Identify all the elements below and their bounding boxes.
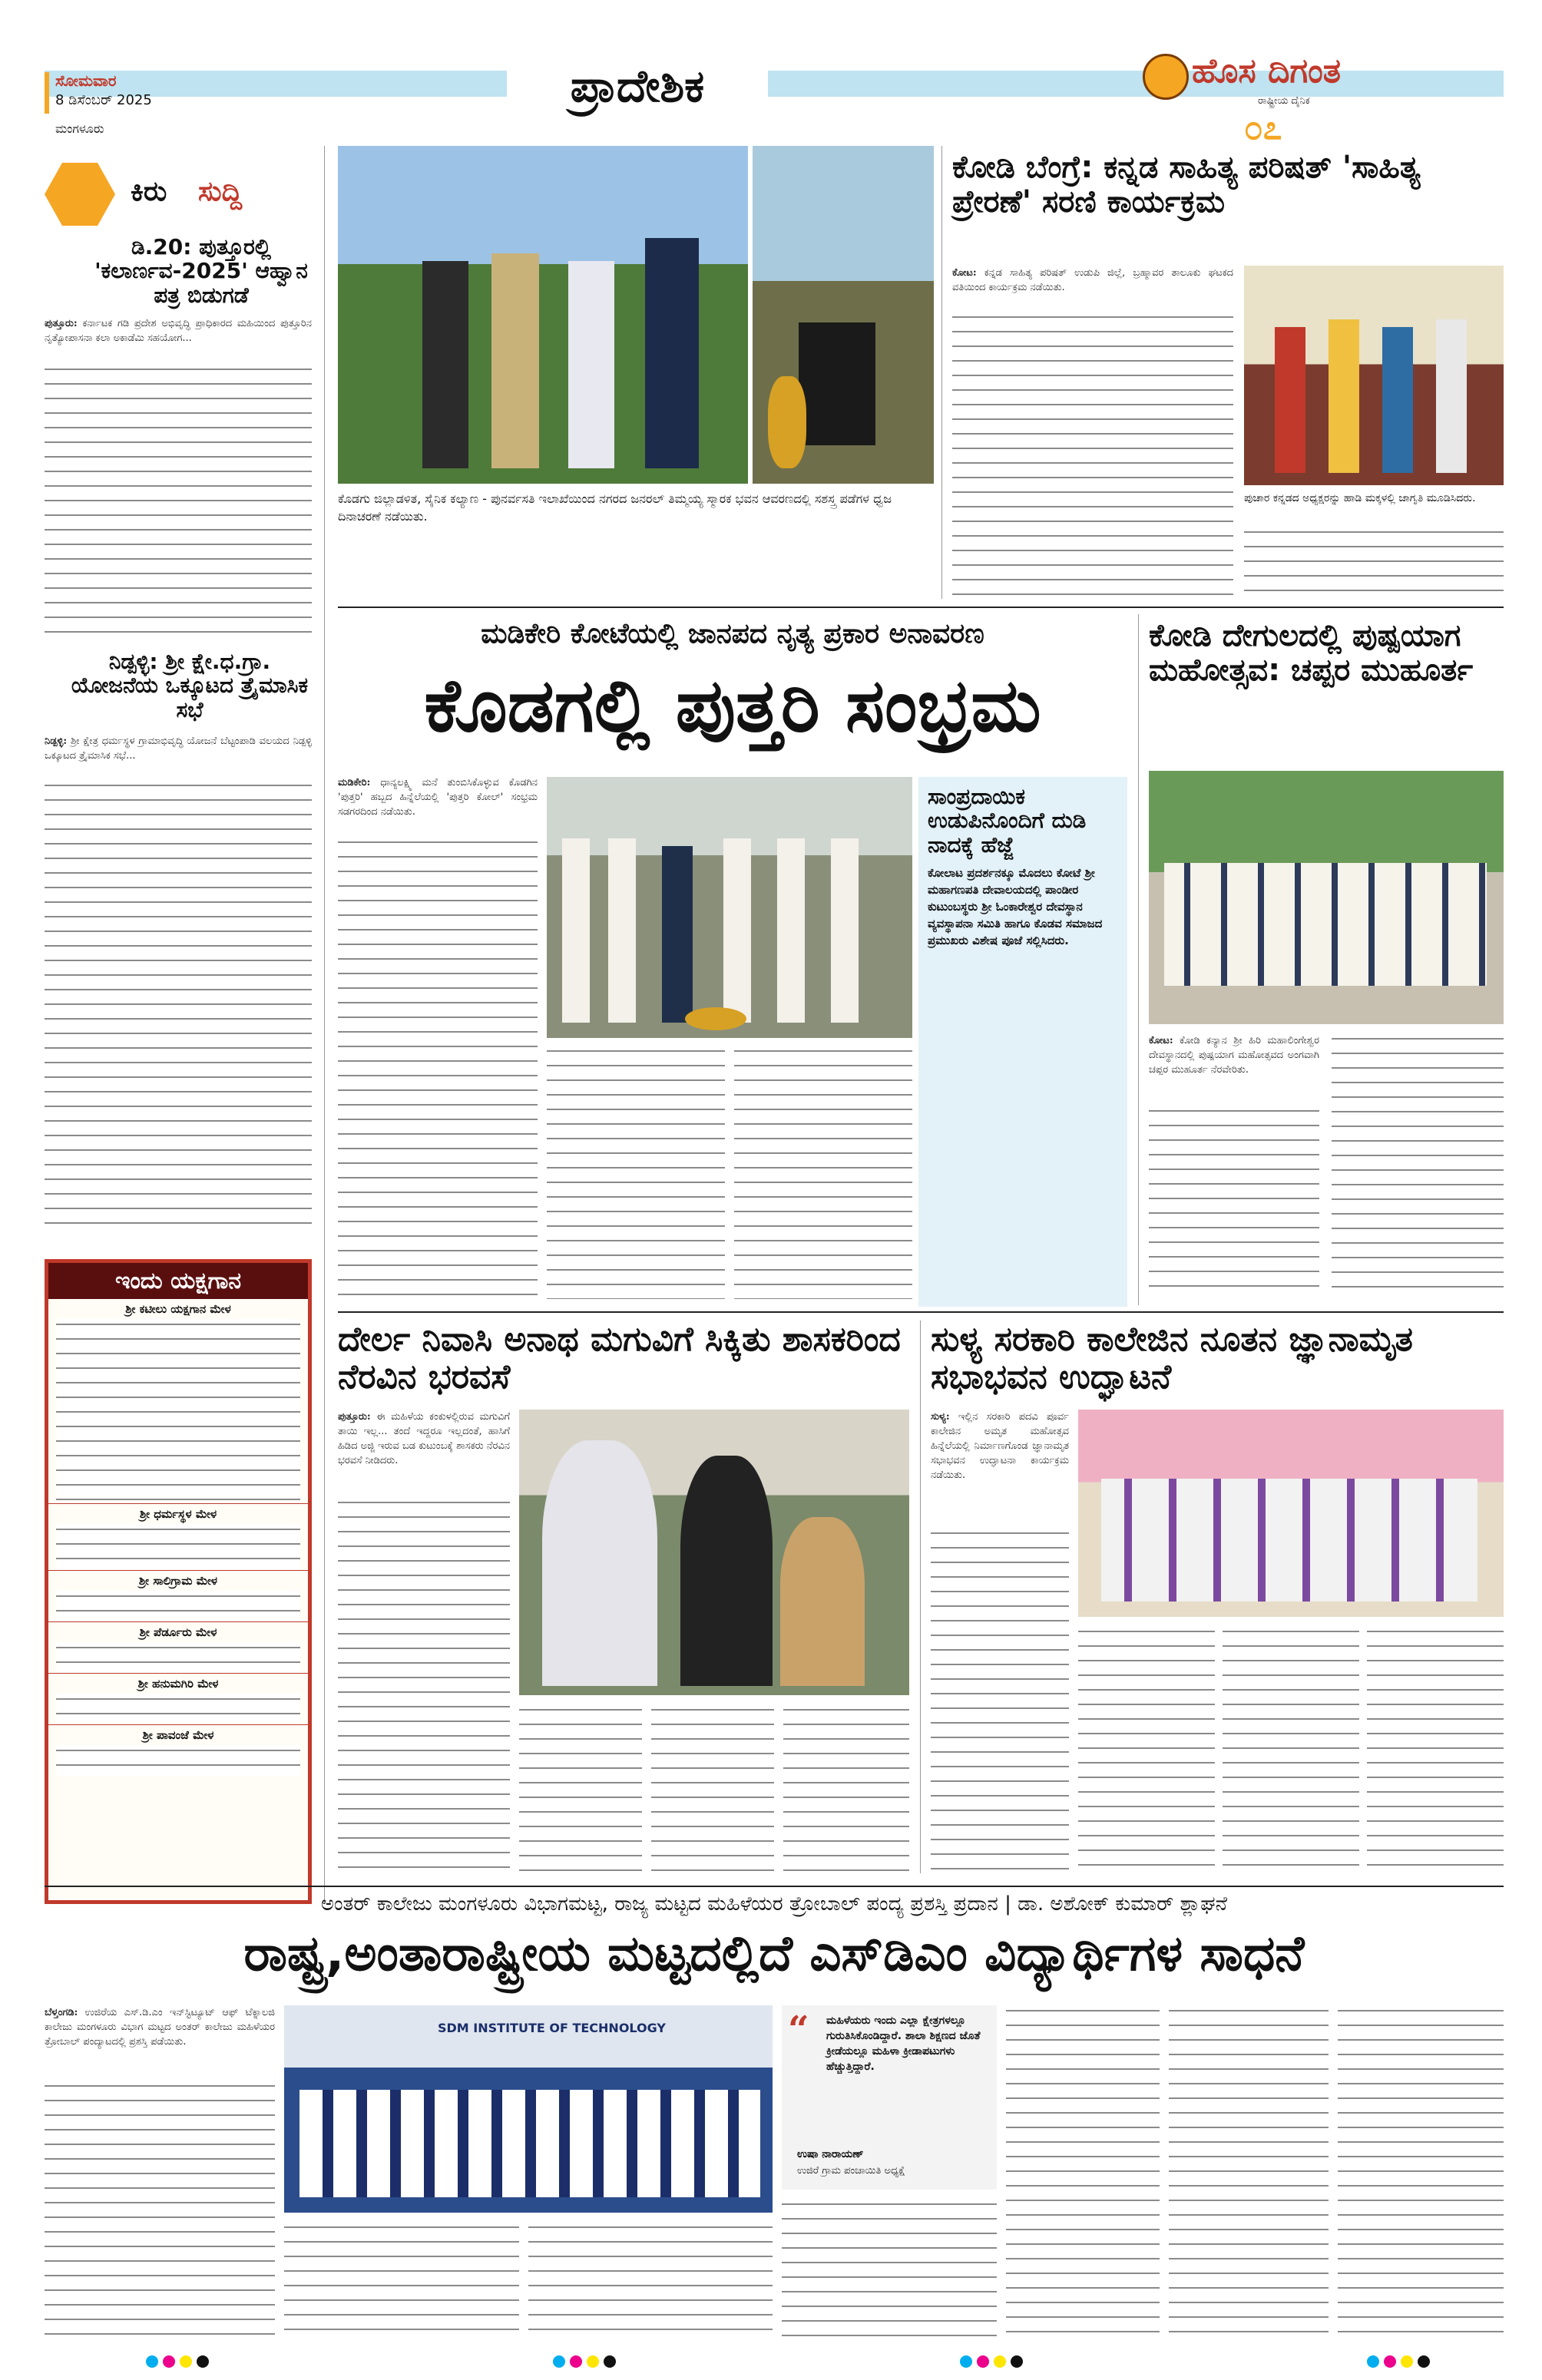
yakshagana-list-5 [56, 1694, 300, 1724]
parishat-lead: ಕನ್ನಡ ಸಾಹಿತ್ಯ ಪರಿಷತ್ ಉಡುಪಿ ಜಿಲ್ಲೆ, ಬ್ರಹ್ಮಾವರ ತಾಲೂಕು ಘಟಕದ ವತಿಯಿಂದ ಕಾರ್ಯಕ್ರಮ ನಡೆಯಿತು. [952, 267, 1234, 293]
kodagu-photo-2 [753, 146, 934, 484]
kiru-story-1-headline: ಡಿ.20: ಪುತ್ತೂರಲ್ಲಿ 'ಕಲಾರ್ಣವ-2025' ಆಹ್ವಾನ ಪತ್ರ ಬಿಡುಗಡೆ [94, 234, 308, 308]
kiru-story-1-text-block [45, 364, 312, 640]
kiru-story-2-lead: ಶ್ರೀ ಕ್ಷೇತ್ರ ಧರ್ಮಸ್ಥಳ ಗ್ರಾಮಾಭಿವೃದ್ಧಿ ಯೋಜನೆ ಬೆಟ್ಟಂಪಾಡಿ ವಲಯದ ನಿಡ್ಪಳ್ಳಿ ಒಕ್ಕೂಟದ ತ್ರೈಮಾಸಿಕ ಸಭೆ... [45, 735, 312, 762]
kodi-temple-dateline: ಕೋಟ: [1149, 1035, 1173, 1046]
divider-row-1 [338, 607, 1504, 608]
sdm-photo [284, 2005, 773, 2213]
registration-dot-2 [163, 2355, 175, 2368]
date-accent-bar [45, 72, 49, 114]
yakshagana-mela-3: ಶ್ರೀ ಸಾಲಿಗ್ರಾಮ ಮೇಳ [48, 1570, 308, 1591]
kiru-story-1-dateline: ಪುತ್ತೂರು: [45, 318, 78, 329]
column-divider-mid-2 [1138, 614, 1139, 1305]
sullia-photo [1078, 1410, 1504, 1617]
kiru-story-2-headline: ನಿಡ್ಪಳ್ಳಿ: ಶ್ರೀ ಕ್ಷೇ.ಧ.ಗ್ರಾ. ಯೋಜನೆಯ ಒಕ್ಕೂಟದ ತ್ರೈಮಾಸಿಕ ಸಭೆ [71, 649, 309, 722]
registration-dot-4 [197, 2355, 209, 2368]
kodi-temple-text-block-2 [1332, 1033, 1504, 1299]
registration-dot-3 [1401, 2355, 1413, 2368]
yakshagana-mela-5: ಶ್ರೀ ಹನುಮಗಿರಿ ಮೇಳ [48, 1673, 308, 1694]
sdm-photo-banner: SDM INSTITUTE OF TECHNOLOGY [438, 2021, 667, 2035]
registration-dot-1 [960, 2355, 972, 2368]
derla-body [338, 1410, 510, 1468]
yakshagana-mela-4: ಶ್ರೀ ಪೆರ್ಡೂರು ಮೇಳ [48, 1621, 308, 1642]
masthead-date: 8 ಡಿಸೆಂಬರ್ 2025 [55, 92, 152, 108]
sullia-headline: ಸುಳ್ಯ ಸರಕಾರಿ ಕಾಲೇಜಿನ ನೂತನ ಜ್ಞಾನಾಮೃತ ಸಭಾಭವನ ಉದ್ಘಾಟನೆ [931, 1320, 1413, 1397]
parishat-body [952, 266, 1233, 295]
yakshagana-box [45, 1259, 312, 1904]
kiru-story-1-lead: ಕರ್ನಾಟಕ ಗಡಿ ಪ್ರದೇಶ ಅಭಿವೃದ್ಧಿ ಪ್ರಾಧಿಕಾರದ ಮಹಿಯಿಂದ ಪುತ್ತೂರಿನ ನೃತ್ಯೋಪಾಸನಾ ಕಲಾ ಅಕಾಡೆಮಿ ಸಹಯೋಗ... [45, 318, 312, 344]
sullia-text-block-2 [1078, 1626, 1215, 1873]
registration-dot-4 [1418, 2355, 1430, 2368]
sdm-quote-role: ಉಜಿರೆ ಗ್ರಾಮ ಪಂಚಾಯಿತಿ ಅಧ್ಯಕ್ಷೆ [797, 2165, 905, 2177]
sdm-text-block-7 [1338, 2005, 1504, 2342]
parishat-text-block-1 [952, 312, 1233, 596]
section-title: ಪ್ರಾದೇಶಿಕ [507, 61, 768, 111]
sullia-body [931, 1410, 1069, 1483]
sdm-quote-box [782, 2005, 997, 2190]
kiru-story-2-dateline: ನಿಡ್ಪಳ್ಳಿ: [45, 735, 68, 747]
registration-dot-3 [587, 2355, 599, 2368]
puttari-dateline: ಮಡಿಕೇರಿ: [338, 777, 371, 788]
puttari-photo [547, 777, 912, 1038]
registration-dot-2 [570, 2355, 582, 2368]
parishat-headline: ಕೋಡಿ ಬೆಂಗ್ರೆ: ಕನ್ನಡ ಸಾಹಿತ್ಯ ಪರಿಷತ್ 'ಸಾಹಿತ್ಯ ಪ್ರೇರಣೆ' ಸರಣಿ ಕಾರ್ಯಕ್ರಮ [952, 150, 1421, 220]
kodi-temple-lead: ಕೋಡಿ ಕನ್ಯಾನ ಶ್ರೀ ಹಿರಿ ಮಹಾಲಿಂಗೇಶ್ವರ ದೇವಸ್ಥಾನದಲ್ಲಿ ಪುಷ್ಪಯಾಗ ಮಹೋತ್ಸವದ ಅಂಗವಾಗಿ ಚಪ್ಪರ ಮುಹೂರ್ತ ನೆರವೇರಿತು. [1149, 1035, 1319, 1076]
page-number: ೦೭ [1244, 108, 1282, 147]
brand-block [1143, 48, 1450, 147]
masthead-edition: ಮಂಗಳೂರು [55, 121, 104, 136]
parishat-text-block-2 [1244, 527, 1504, 597]
registration-dot-1 [146, 2355, 158, 2368]
puttari-text-block-1 [338, 837, 538, 1297]
sdm-text-block-2 [284, 2222, 519, 2342]
sdm-headline: ರಾಷ್ಟ್ರ,ಅಂತಾರಾಷ್ಟ್ರೀಯ ಮಟ್ಟದಲ್ಲಿದೆ ಎಸ್‌ಡಿಎಂ ವಿದ್ಯಾರ್ಥಿಗಳ ಸಾಧನೆ [243, 1925, 1305, 1982]
parishat-photo [1244, 266, 1504, 485]
registration-dot-4 [604, 2355, 616, 2368]
column-divider-mid-3 [920, 1321, 921, 1873]
kiru-story-2-text-block [45, 780, 312, 1225]
sdm-text-block-1 [45, 2081, 275, 2342]
yakshagana-list-3 [56, 1591, 300, 1621]
derla-headline: ದೇರ್ಲ ನಿವಾಸಿ ಅನಾಥ ಮಗುವಿಗೆ ಸಿಕ್ಕಿತು ಶಾಸಕರಿಂದ ನೆರವಿನ ಭರವಸೆ [338, 1320, 901, 1397]
yakshagana-title: ಇಂದು ಯಕ್ಷಗಾನ [48, 1263, 308, 1299]
yakshagana-list-6 [56, 1745, 300, 1776]
kodagu-photo-1 [338, 146, 748, 484]
pointing-hand-icon [45, 163, 115, 226]
yakshagana-mela-6: ಶ್ರೀ ಪಾವಂಜೆ ಮೇಳ [48, 1724, 308, 1745]
sdm-text-block-4 [782, 2199, 997, 2342]
sullia-lead: ಇಲ್ಲಿನ ಸರಕಾರಿ ಪದವಿ ಪೂರ್ವ ಕಾಲೇಜಿನ ಅಮೃತ ಮಹೋತ್ಸವ ಹಿನ್ನೆಲೆಯಲ್ಲಿ ನಿರ್ಮಾಣಗೊಂಡ ಜ್ಞಾನಾಮೃತ ಸಭಾಭವನ ಉದ್ಘಾಟನಾ ಕಾರ್ಯಕ್ರಮ ನಡೆಯಿತು. [931, 1411, 1069, 1481]
kiru-story-2-body [45, 734, 312, 763]
sdm-quote-text: ಮಹಿಳೆಯರು ಇಂದು ಎಲ್ಲಾ ಕ್ಷೇತ್ರಗಳಲ್ಲೂ ಗುರುತಿಸಿಕೊಂಡಿದ್ದಾರೆ. ಶಾಲಾ ಶಿಕ್ಷಣದ ಜೊತೆ ಕ್ರೀಡೆಯಲ್ಲೂ ಮಹಿಳಾ ಕ್ರೀಡಾಪಟುಗಳು ಹೆಚ್ಚುತ್ತಿದ್ದಾರೆ. [826, 2015, 981, 2073]
parishat-photo-caption: ಪುಚಾರ ಕನ್ನಡದ ಅಧ್ಯಕ್ಷರನ್ನು ಹಾಡಿ ಮಕ್ಕಳಲ್ಲಿ ಜಾಗೃತಿ ಮೂಡಿಸಿದರು. [1244, 492, 1476, 504]
derla-text-block-4 [783, 1704, 909, 1873]
kodagu-photo-caption: ಕೊಡಗು ಜಿಲ್ಲಾಡಳಿತ, ಸೈನಿಕ ಕಲ್ಯಾಣ - ಪುನರ್ವಸತಿ ಇಲಾಖೆಯಿಂದ ನಗರದ ಜನರಲ್ ತಿಮ್ಮಯ್ಯ ಸ್ಮಾರಕ ಭವನ ಆವರಣದಲ್ಲಿ ಸಶಸ್ತ್ರ ಪಡೆಗಳ ಧ್ವಜ ದಿನಾಚರಣೆ ನಡೆಯಿತು. [338, 491, 892, 524]
sdm-quote-author: ಉಷಾ ನಾರಾಯಣ್ [797, 2148, 864, 2160]
puttari-body [338, 775, 538, 819]
masthead-day: ಸೋಮವಾರ [55, 71, 117, 90]
puttari-box-body: ಕೋಲಾಟ ಪ್ರದರ್ಶನಕ್ಕೂ ಮೊದಲು ಕೋಟೆ ಶ್ರೀ ಮಹಾಗಣಪತಿ ದೇವಾಲಯದಲ್ಲಿ ಪಾಂಡೀರ ಕುಟುಂಬಸ್ಥರು ಶ್ರೀ ಓಂಕಾರೇಶ್ವರ ದೇವಸ್ಥಾನ ವ್ಯವಸ್ಥಾಪನಾ ಸಮಿತಿ ಹಾಗೂ ಕೊಡವ ಸಮಾಜದ ಪ್ರಮುಖರು ವಿಶೇಷ ಪೂಜೆ ಸಲ್ಲಿಸಿದರು. [928, 866, 1103, 948]
sullia-text-block-1 [931, 1528, 1069, 1873]
sdm-text-block-3 [528, 2222, 773, 2342]
kiru-story-1-body [45, 316, 312, 345]
brand-tagline: ರಾಷ್ಟ್ರೀಯ ದೈನಿಕ [1258, 95, 1310, 107]
yakshagana-list-4 [56, 1642, 300, 1673]
sullia-text-block-4 [1367, 1626, 1504, 1873]
registration-dot-3 [180, 2355, 192, 2368]
sullia-text-block-3 [1223, 1626, 1359, 1873]
registration-dot-1 [1367, 2355, 1379, 2368]
kodi-temple-headline: ಕೋಡಿ ದೇಗುಲದಲ್ಲಿ ಪುಷ್ಪಯಾಗ ಮಹೋತ್ಸವ: ಚಪ್ಪರ ಮುಹೂರ್ತ [1149, 618, 1474, 688]
sdm-text-block-5 [1006, 2005, 1160, 2342]
registration-marks-2 [553, 2355, 620, 2371]
puttari-kicker: ಮಡಿಕೇರಿ ಕೋಟೆಯಲ್ಲಿ ಜಾನಪದ ನೃತ್ಯ ಪ್ರಕಾರ ಅನಾವರಣ [481, 618, 984, 650]
kiru-label: ಕಿರು [131, 176, 167, 207]
derla-dateline: ಪುತ್ತೂರು: [338, 1411, 371, 1423]
sullia-dateline: ಸುಳ್ಯ: [931, 1411, 950, 1423]
sdm-dateline: ಬೆಳ್ತಂಗಡಿ: [45, 2007, 78, 2018]
registration-dot-3 [994, 2355, 1006, 2368]
puttari-box-headline: ಸಾಂಪ್ರದಾಯಿಕ ಉಡುಪಿನೊಂದಿಗೆ ದುಡಿ ನಾದಕ್ಕೆ ಹೆಜ್ಜೆ [928, 784, 1087, 858]
kiru-suddi-badge [45, 163, 312, 226]
yakshagana-mela-1: ಶ್ರೀ ಕಟೀಲು ಯಕ್ಷಗಾನ ಮೇಳ [125, 1302, 231, 1316]
yakshagana-list-1 [56, 1319, 300, 1503]
divider-row-2 [338, 1311, 1504, 1313]
column-divider-mid [941, 146, 942, 599]
brand-name: ಹೊಸ ದಿಗಂತ [1192, 51, 1342, 91]
sdm-text-block-6 [1169, 2005, 1329, 2342]
kodi-temple-text-block-1 [1149, 1106, 1319, 1299]
registration-dot-1 [553, 2355, 565, 2368]
sdm-kicker: ಅಂತರ್ ಕಾಲೇಜು ಮಂಗಳೂರು ವಿಭಾಗಮಟ್ಟ, ರಾಜ್ಯ ಮಟ್ಟದ ಮಹಿಳೆಯರ ತ್ರೋಬಾಲ್ ಪಂದ್ಯ ಪ್ರಶಸ್ತಿ ಪ್ರದಾನ | ಡಾ. ಅಶೋಕ್ ಕುಮಾರ್ ಶ್ಲಾಘನೆ [320, 1892, 1228, 1916]
divider-row-3 [45, 1886, 1504, 1887]
puttari-lead: ಧಾನ್ಯಲಕ್ಷ್ಮಿ ಮನೆ ತುಂಬಿಸಿಕೊಳ್ಳುವ ಕೊಡಗಿನ 'ಪುತ್ತರಿ' ಹಬ್ಬದ ಹಿನ್ನೆಲೆಯಲ್ಲಿ 'ಪುತ್ತರಿ ಕೋಲ್' ಸಂಭ್ರಮ ಸಡಗರದಿಂದ ನಡೆಯಿತು. [338, 777, 538, 818]
derla-lead: ಈ ಮಹಿಳೆಯ ಕಂಕುಳಲ್ಲಿರುವ ಮಗುವಿಗೆ ತಾಯಿ ಇಲ್ಲ... ತಂದೆ ಇದ್ದರೂ ಇಲ್ಲದಂತೆ, ಹಾಸಿಗೆ ಹಿಡಿದ ಅಜ್ಜಿ ಇರುವ ಬಡ ಕುಟುಂಬಕ್ಕೆ ಶಾಸಕರು ನೆರವಿನ ಭರವಸೆ ನೀಡಿದರು. [338, 1411, 510, 1466]
sdm-body [45, 2005, 275, 2049]
parishat-dateline: ಕೋಟ: [952, 267, 977, 279]
yakshagana-mela-2: ಶ್ರೀ ಧರ್ಮಸ್ಥಳ ಮೇಳ [48, 1503, 308, 1524]
derla-text-block-1 [338, 1497, 510, 1873]
derla-text-block-2 [519, 1704, 642, 1873]
puttari-info-box [918, 777, 1127, 1307]
puttari-headline: ಕೊಡಗಲ್ಲಿ ಪುತ್ತರಿ ಸಂಭ್ರಮ [424, 663, 1041, 749]
puttari-text-block-2 [547, 1046, 725, 1299]
yakshagana-list-2 [56, 1524, 300, 1570]
kodi-temple-body [1149, 1033, 1319, 1077]
column-divider-left [324, 146, 325, 1904]
sdm-lead: ಉಜಿರೆಯ ಎಸ್.ಡಿ.ಎಂ ಇನ್‌ಸ್ಟಿಟ್ಯೂಟ್ ಆಫ್ ಟೆಕ್ನಾಲಜಿ ಕಾಲೇಜು ಮಂಗಳೂರು ವಿಭಾಗ ಮಟ್ಟದ ಅಂತರ್ ಕಾಲೇಜು ಮಹಿಳೆಯರ ತ್ರೋಬಾಲ್ ಪಂದ್ಯಾಟದಲ್ಲಿ ಪ್ರಶಸ್ತಿ ಪಡೆಯಿತು. [45, 2007, 275, 2048]
registration-marks-1 [146, 2355, 213, 2371]
derla-text-block-3 [651, 1704, 774, 1873]
registration-marks-3 [960, 2355, 1027, 2371]
derla-photo [519, 1410, 909, 1695]
puttari-text-block-3 [734, 1046, 912, 1299]
suddi-label: ಸುದ್ದಿ [198, 176, 243, 207]
brand-emblem-icon [1143, 54, 1189, 100]
quote-mark-icon: “ [788, 2008, 809, 2051]
registration-marks-4 [1367, 2355, 1434, 2371]
registration-dot-2 [977, 2355, 989, 2368]
registration-dot-2 [1384, 2355, 1396, 2368]
kodi-temple-photo [1149, 771, 1504, 1024]
registration-dot-4 [1011, 2355, 1023, 2368]
